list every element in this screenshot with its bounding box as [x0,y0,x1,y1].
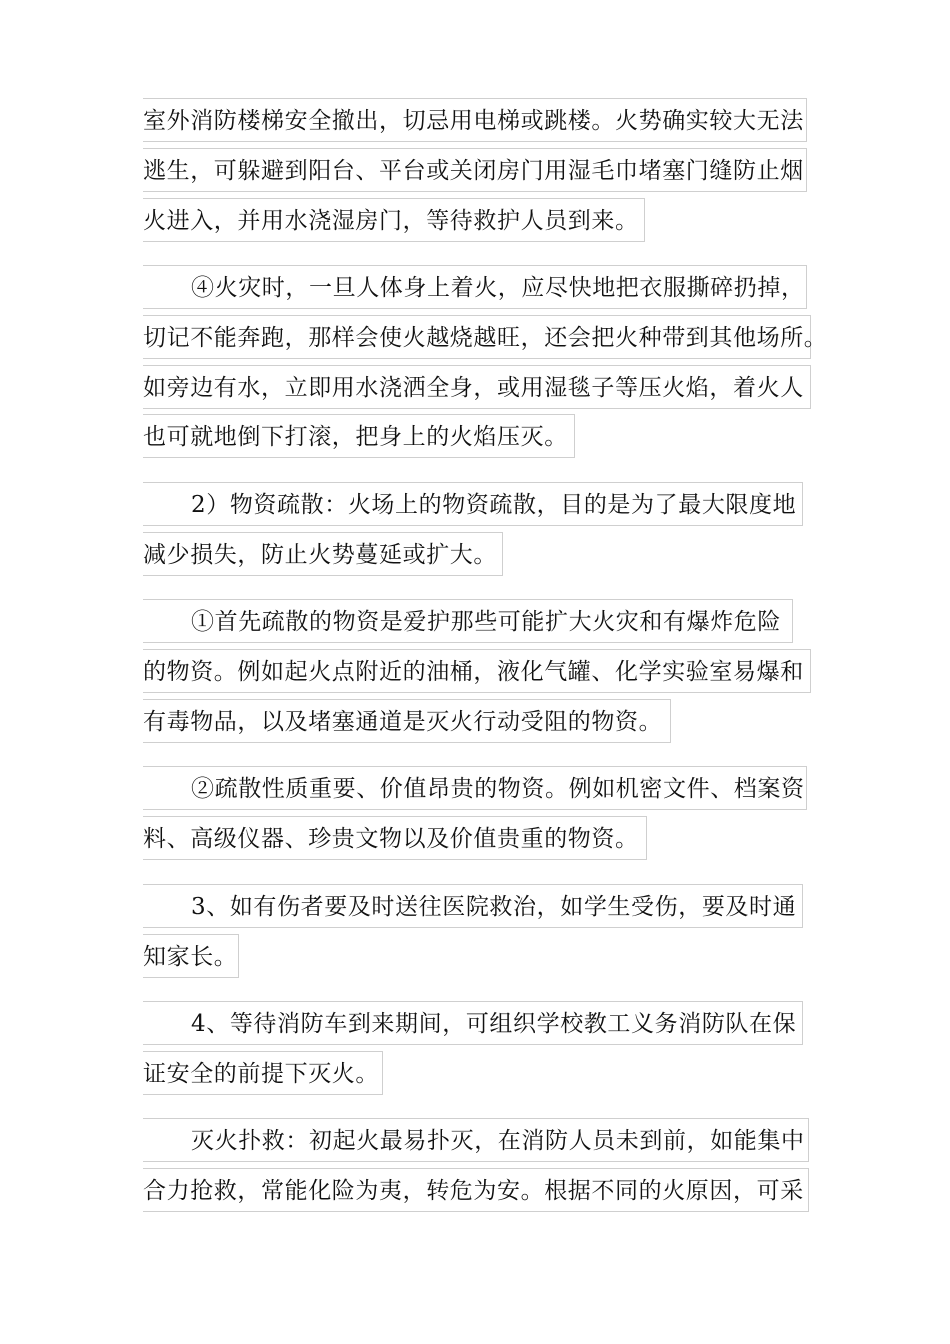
text-line: 证安全的前提下灭火。 [143,1051,383,1095]
text-line: 料、高级仪器、珍贵文物以及价值贵重的物资。 [143,816,647,860]
text-line: 切记不能奔跑，那样会使火越烧越旺，还会把火种带到其他场所。 [143,315,811,359]
text-line: 也可就地倒下打滚，把身上的火焰压灭。 [143,414,575,458]
text-line: ②疏散性质重要、价值昂贵的物资。例如机密文件、档案资 [143,766,807,810]
text-line: 逃生，可躲避到阳台、平台或关闭房门用湿毛巾堵塞门缝防止烟 [143,148,807,192]
text-line: 的物资。例如起火点附近的油桶，液化气罐、化学实验室易爆和 [143,649,811,693]
text-line: 知家长。 [143,934,239,978]
text-line: ④火灾时，一旦人体身上着火，应尽快地把衣服撕碎扔掉， [143,265,807,309]
text-line: 火进入，并用水浇湿房门，等待救护人员到来。 [143,198,645,242]
text-line: 2）物资疏散：火场上的物资疏散，目的是为了最大限度地 [143,482,803,526]
text-line: 3、如有伤者要及时送往医院救治，如学生受伤，要及时通 [143,884,803,928]
text-line: 有毒物品，以及堵塞通道是灭火行动受阻的物资。 [143,699,671,743]
text-line: ①首先疏散的物资是爱护那些可能扩大火灾和有爆炸危险 [143,599,793,643]
text-line: 减少损失，防止火势蔓延或扩大。 [143,532,503,576]
text-line: 室外消防楼梯安全撤出，切忌用电梯或跳楼。火势确实较大无法 [143,98,807,142]
text-line: 4、等待消防车到来期间，可组织学校教工义务消防队在保 [143,1001,803,1045]
text-line: 灭火扑救：初起火最易扑灭，在消防人员未到前，如能集中 [143,1118,809,1162]
text-line: 如旁边有水，立即用水浇洒全身，或用湿毯子等压火焰，着火人 [143,365,811,409]
text-line: 合力抢救，常能化险为夷，转危为安。根据不同的火原因，可采 [143,1168,809,1212]
